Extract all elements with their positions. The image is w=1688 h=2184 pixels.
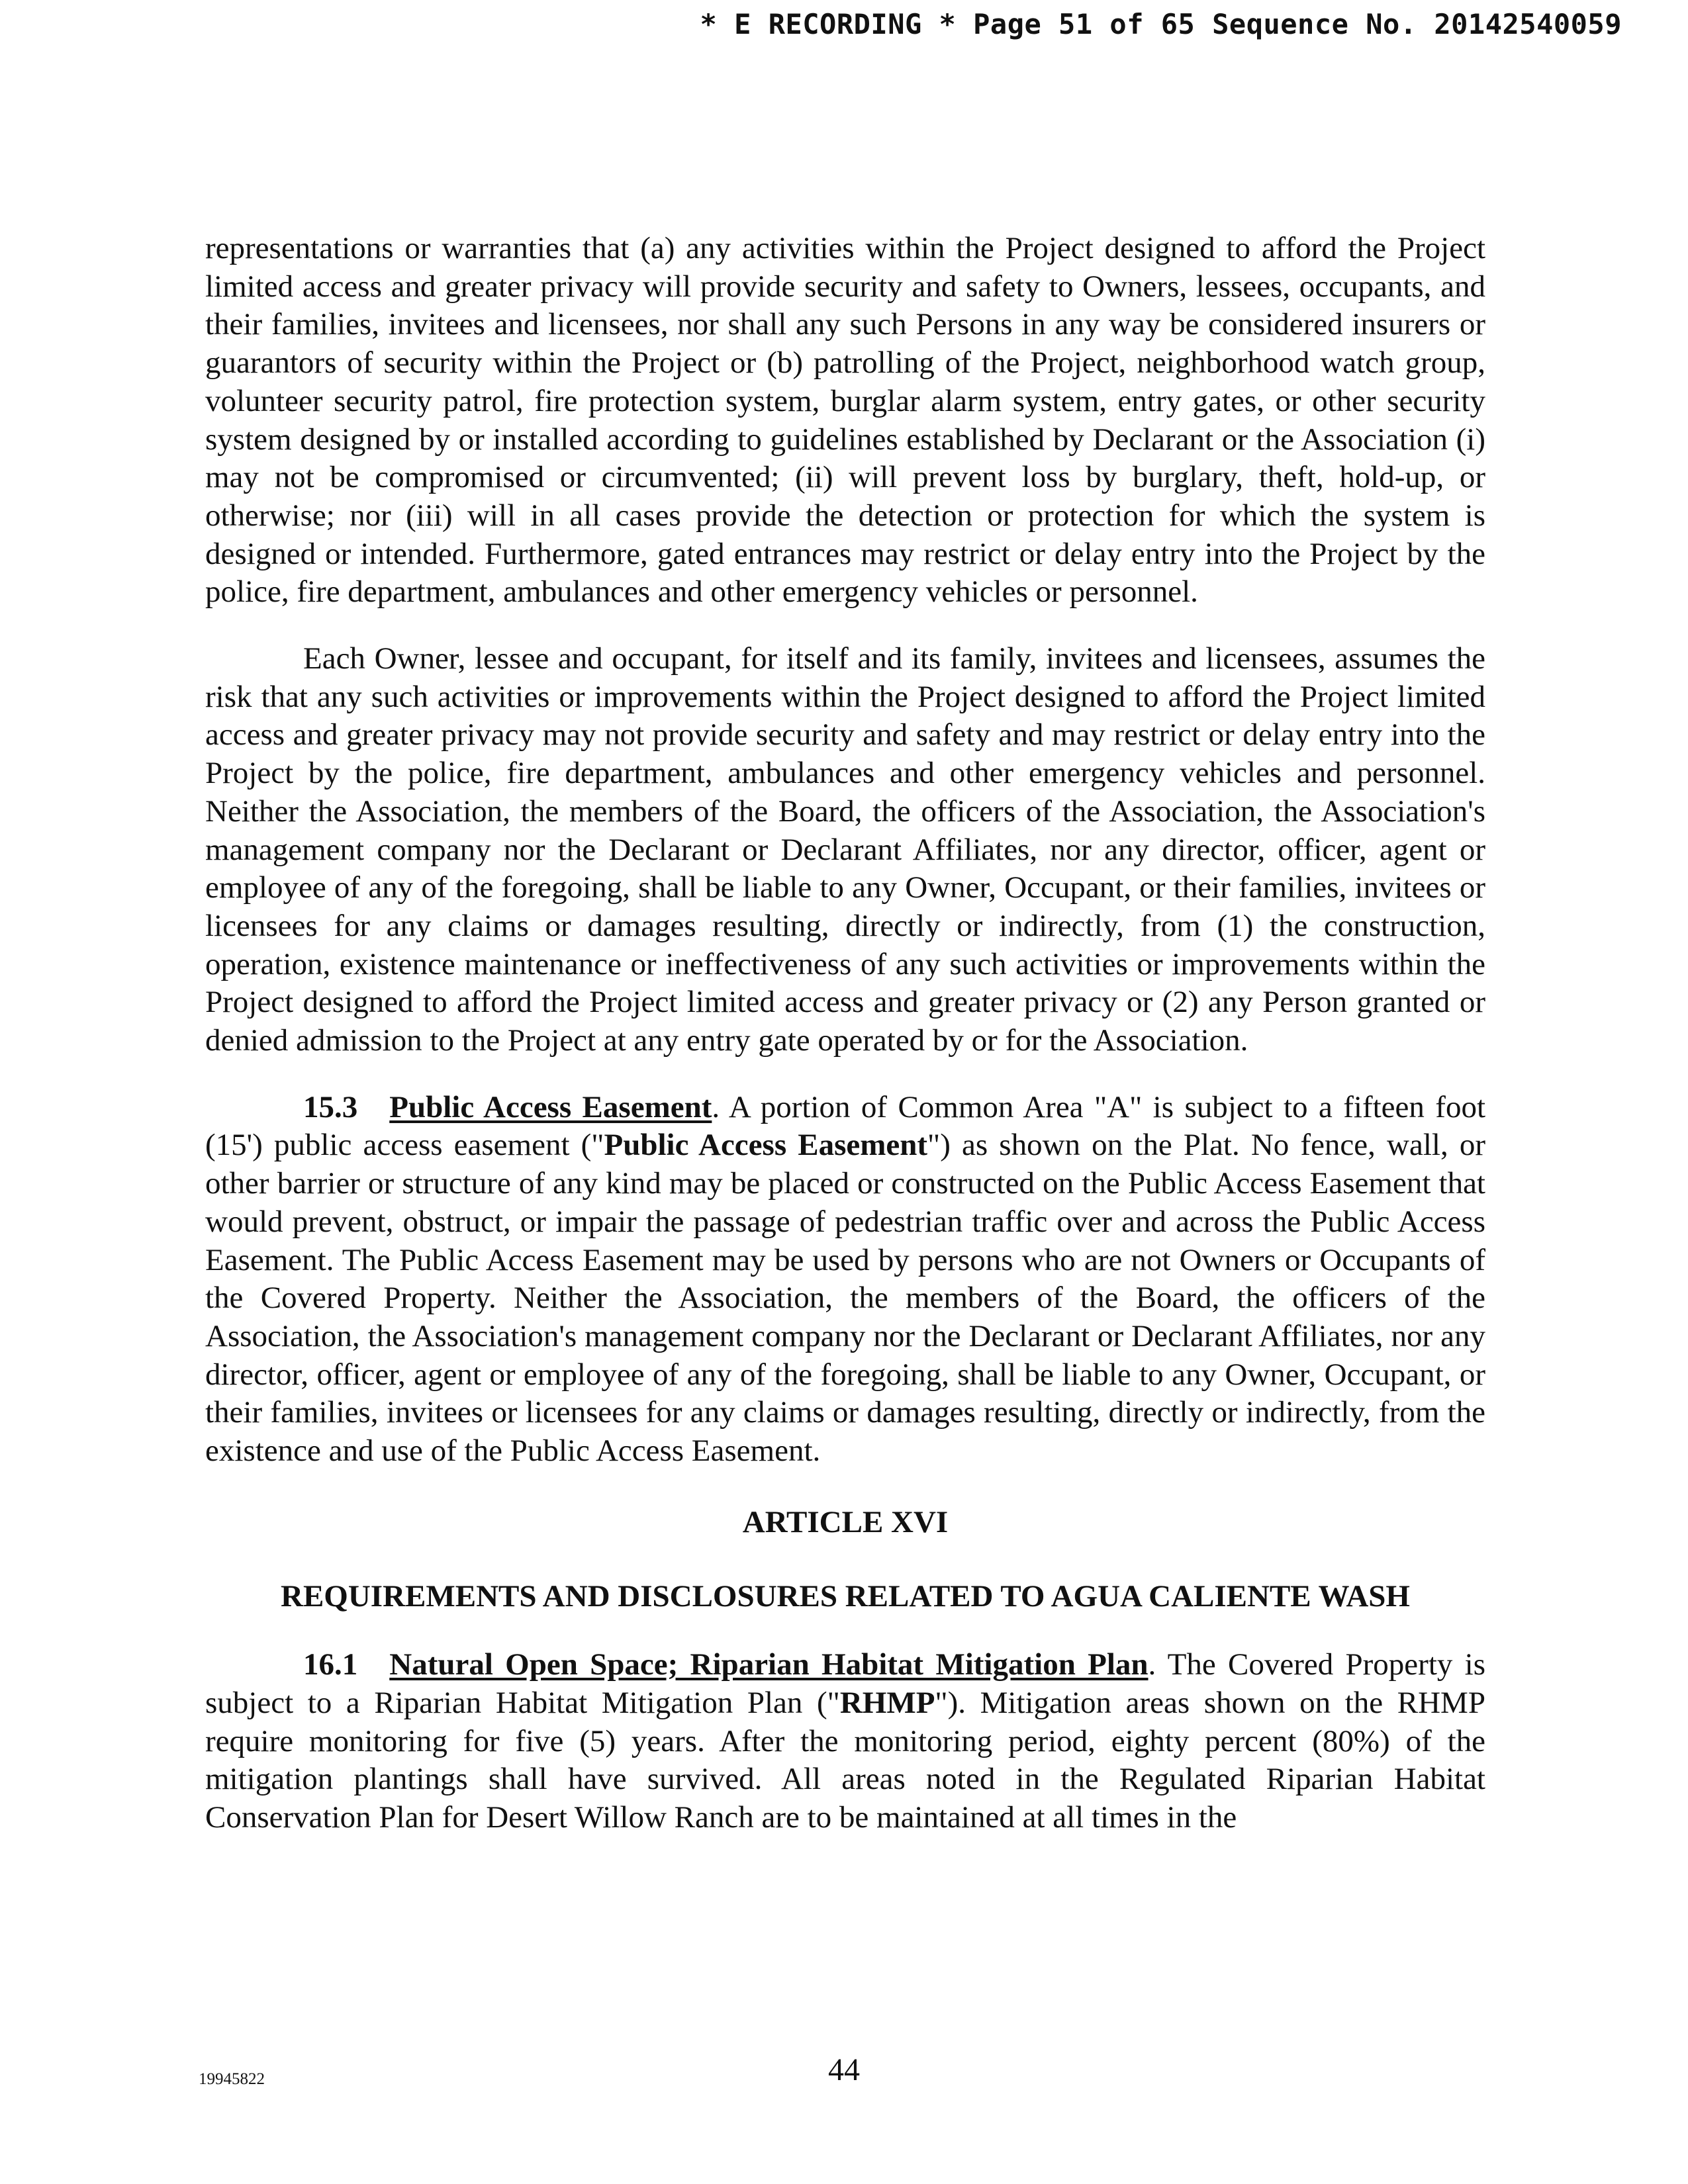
article-subtitle: REQUIREMENTS AND DISCLOSURES RELATED TO AGUA CALIENTE WASH bbox=[281, 1578, 1410, 1614]
paragraph-continuation: representations or warranties that (a) any activities within the Project designed to afford the Project limited access and greater privacy will provide security and safety to Owners, lessees, occupants, and their families, invitees and licensees, nor shall any such Persons in any way be considered insurers or guarantors of security within the Project or (b) patrolling of the Project, neighborhood watch group, volunteer security patrol, fire protection system, burglar alarm system, entry gates, or other security system designed by or installed according to guidelines established by Declarant or the Association (i) may not be compromised or circumvented; (ii) will prevent loss by burglary, theft, hold-up, or otherwise; nor (iii) will in all cases provide the detection or protection for which the system is designed or intended. Furthermore, gated entrances may restrict or delay entry into the Project by the police, fire department, ambulances and other emergency vehicles or personnel. bbox=[205, 231, 1485, 610]
page-number: 44 bbox=[828, 2052, 860, 2087]
section-text: . A portion of Common Area "A" is subject to a fifteen foot (15') public access easement (" bbox=[205, 1089, 1485, 1163]
document-body bbox=[205, 230, 1485, 1837]
recording-stamp: * E RECORDING * Page 51 of 65 Sequence No. 20142540059 bbox=[700, 8, 1622, 40]
document-id: 19945822 bbox=[199, 2070, 265, 2088]
section-text: "). Mitigation areas shown on the RHMP require monitoring for five (5) years. After the monitoring period, eighty percent (80%) of the mitigation plantings shall have survived. All areas noted in the Regulated Riparian Habitat Conservation Plan for Desert Willow Ranch are to be maintained at all times in the bbox=[205, 1685, 1485, 1835]
article-title: ARTICLE XVI bbox=[742, 1504, 949, 1539]
section-number: 16.1 bbox=[303, 1647, 358, 1682]
section-number: 15.3 bbox=[303, 1089, 358, 1124]
defined-term: Public Access Easement bbox=[604, 1128, 928, 1163]
section-15-3 bbox=[205, 1089, 1485, 1471]
section-text: . The Covered Property is subject to a Riparian Habitat Mitigation Plan (" bbox=[205, 1647, 1485, 1720]
section-heading: Public Access Easement bbox=[389, 1089, 712, 1124]
defined-term: RHMP bbox=[839, 1685, 935, 1720]
section-heading: Natural Open Space; Riparian Habitat Mitigation Plan bbox=[389, 1647, 1149, 1682]
section-16-1 bbox=[205, 1646, 1485, 1837]
paragraph-owner-risk: Each Owner, lessee and occupant, for itself and its family, invitees and licensees, assumes the risk that any such activities or improvements within the Project designed to afford the Project limited access and greater privacy may not provide security and safety and may restrict or delay entry into the Project by the police, fire department, ambulances and other emergency vehicles and personnel. Neither the Association, the members of the Board, the officers of the Association, the Association's management company nor the Declarant or Declarant Affiliates, nor any director, officer, agent or employee of any of the foregoing, shall be liable to any Owner, Occupant, or their families, invitees or licensees for any claims or damages resulting, directly or indirectly, from (1) the construction, operation, existence maintenance or ineffectiveness of any such activities or improvements within the Project designed to afford the Project limited access and greater privacy or (2) any Person granted or denied admission to the Project at any entry gate operated by or for the Association. bbox=[205, 641, 1485, 1058]
section-text: ") as shown on the Plat. No fence, wall, or other barrier or structure of any kind may be placed or constructed on the Public Access Easement that would prevent, obstruct, or impair the passage of pedestrian traffic over and across the Public Access Easement. The Public Access Easement may be used by persons who are not Owners or Occupants of the Covered Property. Neither the Association, the members of the Board, the officers of the Association, the Association's management company nor the Declarant or Declarant Affiliates, nor any director, officer, agent or employee of any of the foregoing, shall be liable to any Owner, Occupant, or their families, invitees or licensees for any claims or damages resulting, directly or indirectly, from the existence and use of the Public Access Easement. bbox=[205, 1128, 1485, 1469]
